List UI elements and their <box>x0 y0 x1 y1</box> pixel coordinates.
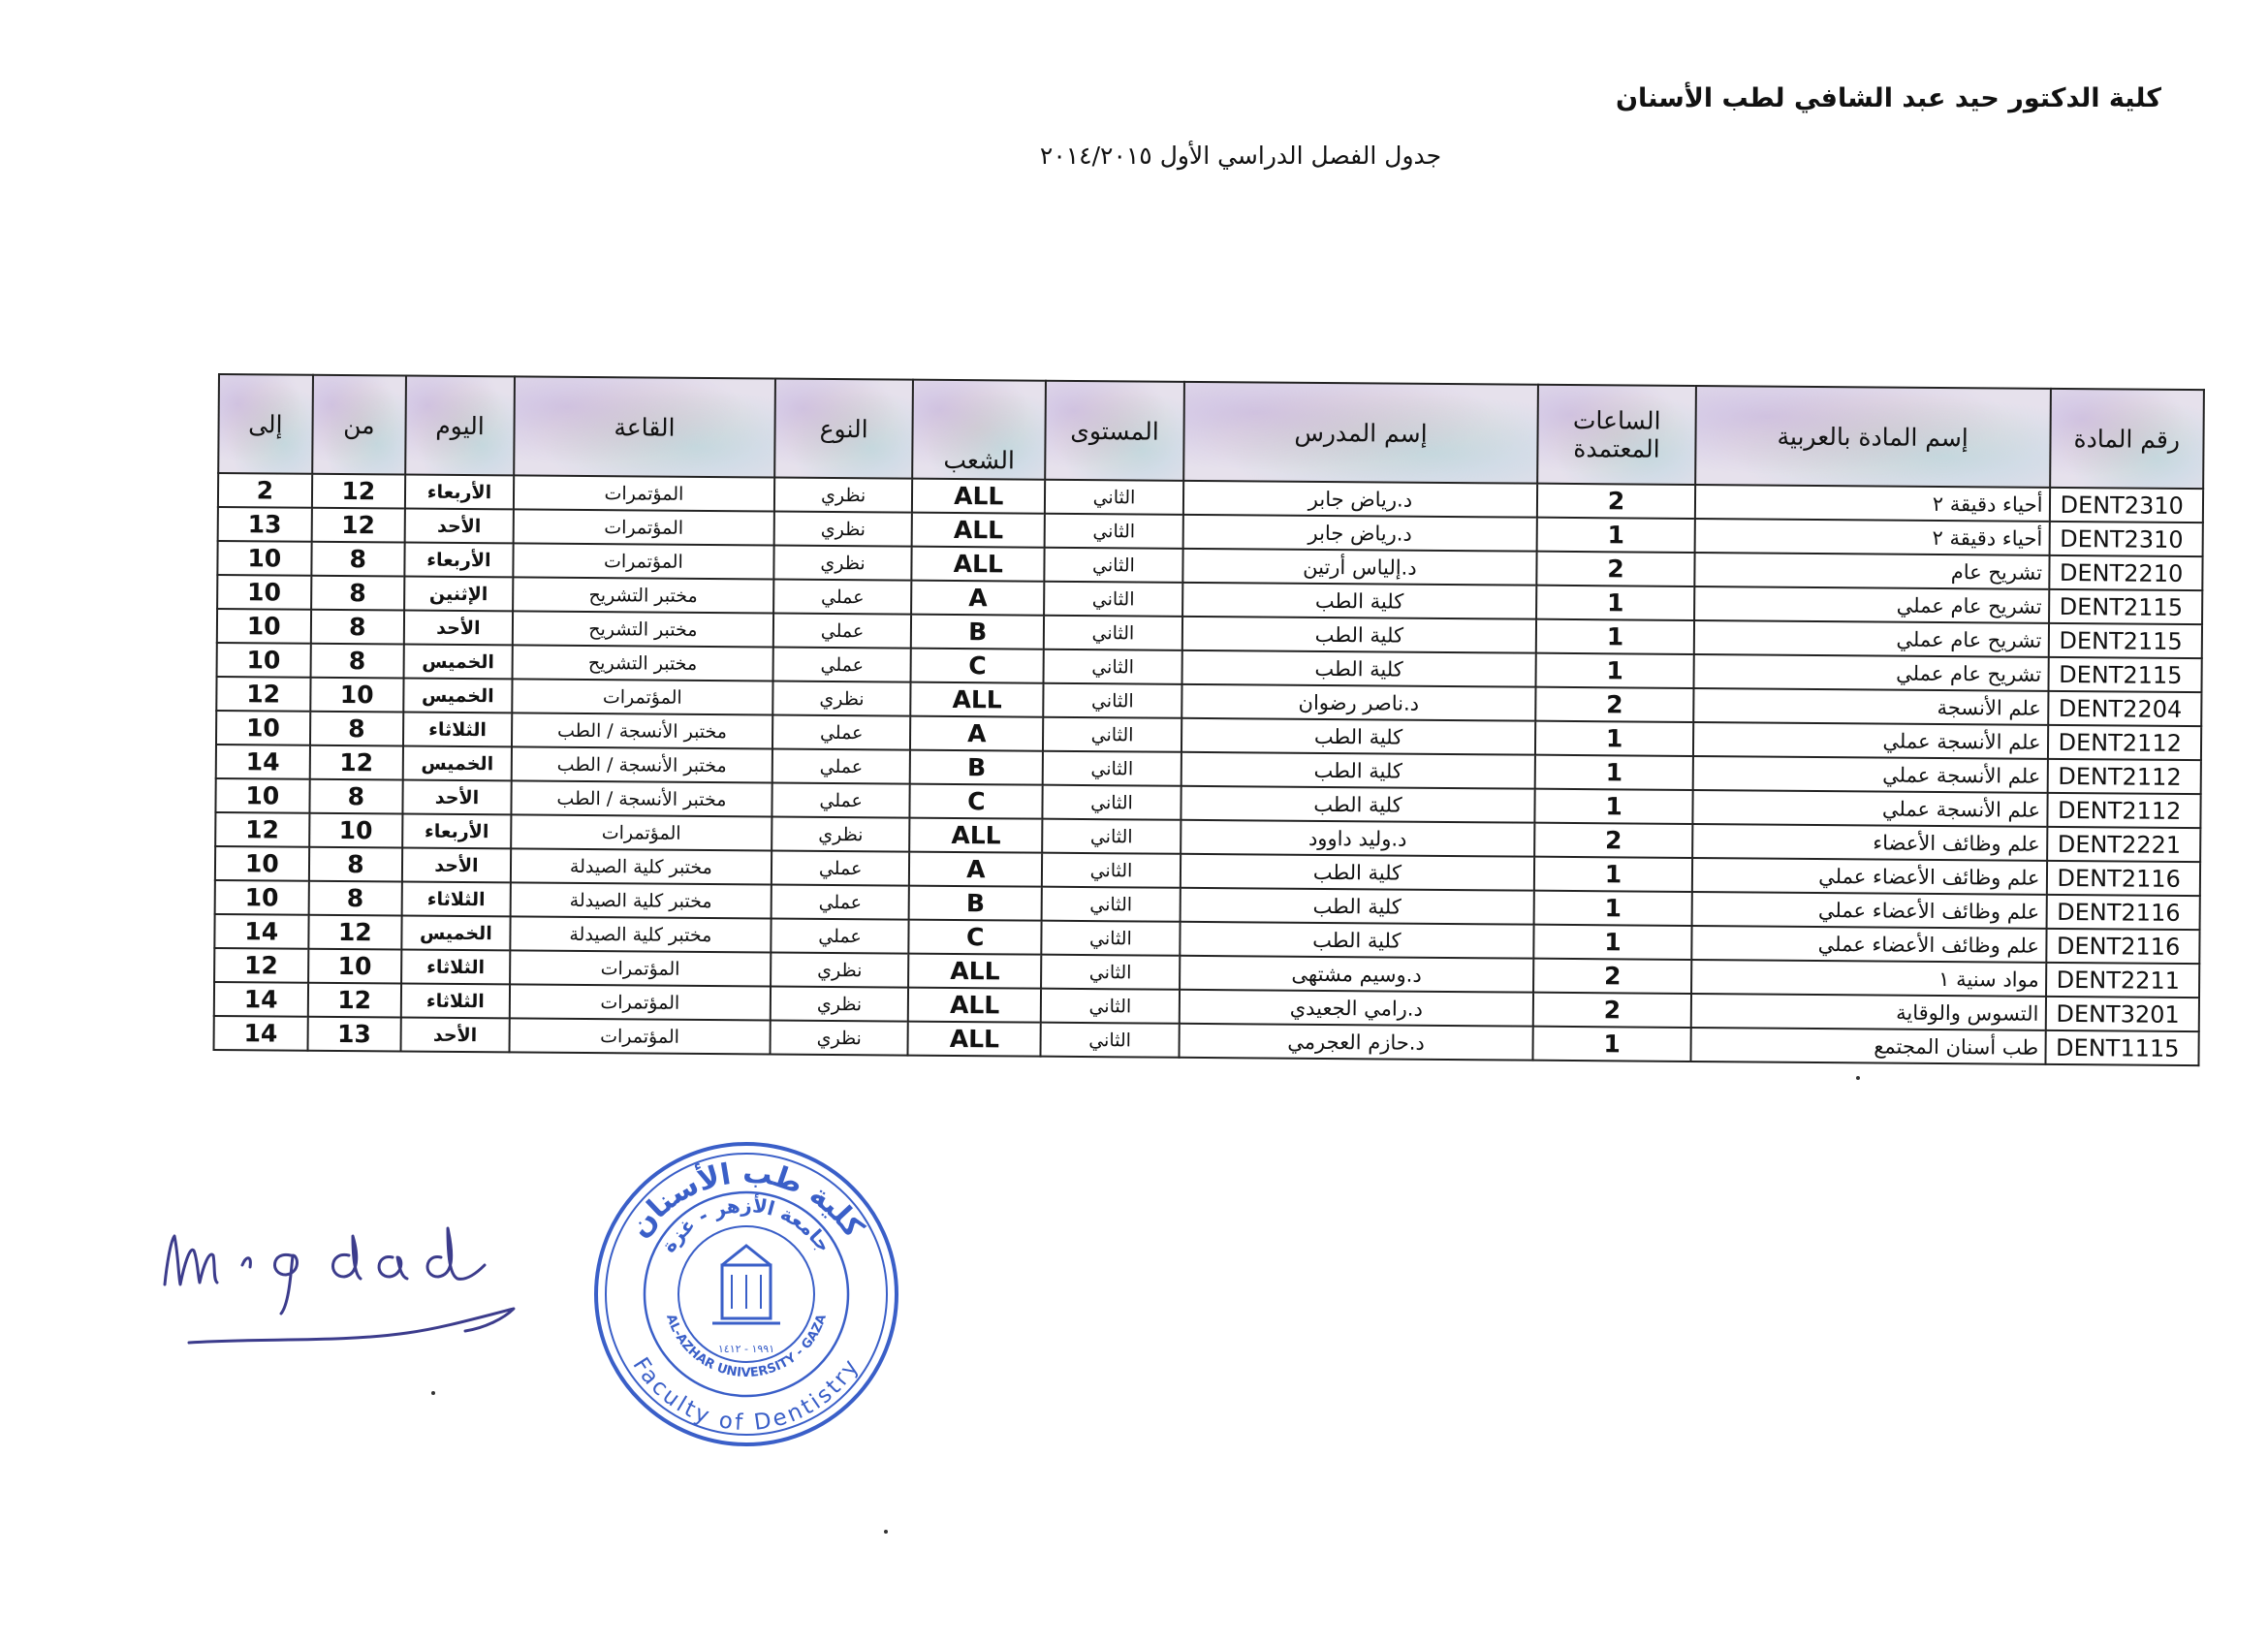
cell-section: A <box>909 852 1042 887</box>
cell-type: نظري <box>772 817 909 852</box>
cell-credit-hours: 1 <box>1536 586 1694 620</box>
header-to: إلى <box>218 374 312 474</box>
cell-course-code: DENT2204 <box>2048 691 2202 726</box>
cell-course-name: علم الأنسجة عملي <box>1692 790 2047 827</box>
cell-to: 2 <box>218 473 312 508</box>
cell-type: عملي <box>772 783 909 818</box>
cell-type: نظري <box>774 478 912 513</box>
cell-section: B <box>909 886 1042 921</box>
cell-to: 14 <box>214 914 308 949</box>
cell-type: نظري <box>773 546 911 581</box>
cell-from: 8 <box>310 610 404 645</box>
cell-type: عملي <box>772 885 909 920</box>
cell-teacher: كلية الطب <box>1181 650 1536 687</box>
cell-day: الأربعاء <box>402 814 511 849</box>
cell-course-code: DENT2112 <box>2047 793 2201 828</box>
cell-course-name: طب أسنان المجتمع <box>1690 1028 2045 1064</box>
cell-course-code: DENT2116 <box>2046 929 2200 964</box>
cell-day: الأربعاء <box>405 475 514 510</box>
cell-room: مختبر التشريح <box>513 611 773 647</box>
cell-to: 10 <box>217 643 311 678</box>
cell-day: الخميس <box>403 746 512 781</box>
signature <box>145 1197 552 1372</box>
cell-credit-hours: 1 <box>1534 925 1692 960</box>
cell-credit-hours: 1 <box>1534 857 1692 892</box>
cell-course-code: DENT2116 <box>2046 895 2200 930</box>
cell-room: مختبر كلية الصيدلة <box>511 848 772 884</box>
cell-teacher: د.رياض جابر <box>1182 515 1537 552</box>
cell-room: المؤتمرات <box>513 509 773 545</box>
cell-day: الأحد <box>402 848 511 883</box>
cell-type: عملي <box>773 580 911 615</box>
cell-from: 12 <box>311 474 405 509</box>
cell-from: 10 <box>310 678 404 713</box>
cell-type: نظري <box>771 952 908 987</box>
cell-section: ALL <box>908 954 1041 989</box>
cell-level: الثاني <box>1043 717 1181 752</box>
cell-section: C <box>910 784 1043 819</box>
svg-text:Faculty of Dentistry <box>627 1353 865 1436</box>
cell-level: الثاني <box>1041 989 1179 1024</box>
cell-room: مختبر الأنسجة / الطب <box>511 780 772 816</box>
cell-room: مختبر كلية الصيدلة <box>510 916 771 952</box>
cell-section: ALL <box>908 988 1041 1023</box>
cell-teacher: كلية الطب <box>1181 786 1535 823</box>
header-from: من <box>312 375 406 475</box>
cell-level: الثاني <box>1043 785 1181 820</box>
cell-level: الثاني <box>1043 751 1181 786</box>
cell-credit-hours: 1 <box>1535 789 1693 824</box>
stamp-arabic-top: كلية طب الأسنان <box>622 1156 870 1245</box>
cell-credit-hours: 2 <box>1537 552 1695 586</box>
cell-credit-hours: 2 <box>1533 993 1691 1028</box>
cell-teacher: كلية الطب <box>1180 922 1534 959</box>
cell-teacher: كلية الطب <box>1180 854 1534 891</box>
cell-from: 8 <box>308 847 402 882</box>
cell-credit-hours: 1 <box>1533 1027 1691 1062</box>
cell-teacher: كلية الطب <box>1182 583 1537 619</box>
cell-type: عملي <box>772 851 909 886</box>
cell-to: 10 <box>216 711 310 745</box>
cell-course-code: DENT2112 <box>2047 725 2201 760</box>
cell-room: مختبر الأنسجة / الطب <box>512 713 772 748</box>
cell-credit-hours: 2 <box>1534 823 1692 858</box>
header-teacher: إسم المدرس <box>1183 382 1538 484</box>
stamp-years: ١٩٩١ - ١٤١٢ <box>717 1343 775 1355</box>
schedule-table <box>213 373 2205 1066</box>
cell-course-name: علم الأنسجة عملي <box>1693 722 2048 759</box>
cell-course-code: DENT2115 <box>2049 589 2203 624</box>
cell-to: 12 <box>214 948 308 983</box>
cell-type: نظري <box>771 986 908 1021</box>
cell-teacher: د.رامي الجعيدي <box>1179 990 1533 1027</box>
cell-course-name: علم وظائف الأعضاء عملي <box>1691 926 2046 963</box>
header-type: النوع <box>774 379 913 479</box>
header-room: القاعة <box>514 376 775 477</box>
cell-room: مختبر التشريح <box>513 577 773 613</box>
cell-section: ALL <box>910 682 1043 717</box>
cell-level: الثاني <box>1044 582 1181 617</box>
cell-credit-hours: 1 <box>1537 518 1695 553</box>
cell-room: المؤتمرات <box>511 814 772 850</box>
cell-teacher: د.حازم العجرمي <box>1179 1024 1533 1061</box>
cell-course-code: DENT1115 <box>2045 1030 2199 1065</box>
cell-course-name: مواد سنية ١ <box>1691 960 2046 997</box>
header-sections: الشعب <box>912 380 1046 480</box>
cell-level: الثاني <box>1041 1023 1179 1058</box>
cell-credit-hours: 2 <box>1533 959 1691 994</box>
cell-level: الثاني <box>1043 819 1181 854</box>
cell-teacher: د.إلياس أرتين <box>1182 549 1537 586</box>
cell-course-name: تشريح عام عملي <box>1693 654 2048 691</box>
cell-to: 12 <box>215 812 309 847</box>
cell-type: نظري <box>774 512 912 547</box>
cell-room: المؤتمرات <box>510 984 771 1020</box>
cell-course-code: DENT2210 <box>2049 555 2203 590</box>
cell-section: C <box>909 920 1042 955</box>
cell-teacher: كلية الطب <box>1180 888 1534 925</box>
cell-room: المؤتمرات <box>514 475 774 511</box>
cell-to: 10 <box>215 880 309 915</box>
cell-day: الأربعاء <box>404 543 513 578</box>
cell-level: الثاني <box>1042 853 1180 888</box>
cell-from: 8 <box>309 779 403 814</box>
cell-to: 10 <box>217 541 311 576</box>
cell-day: الأحد <box>405 509 514 544</box>
header-course-name: إسم المادة بالعربية <box>1695 386 2050 488</box>
cell-section: ALL <box>912 547 1045 582</box>
cell-course-name: تشريح عام عملي <box>1694 620 2049 657</box>
cell-room: المؤتمرات <box>512 679 772 714</box>
cell-teacher: د.ناصر رضوان <box>1181 684 1536 721</box>
cell-course-name: علم وظائف الأعضاء عملي <box>1691 892 2046 929</box>
cell-course-code: DENT2112 <box>2047 759 2201 794</box>
cell-course-name: علم الأنسجة عملي <box>1692 756 2047 793</box>
cell-from: 13 <box>307 1017 401 1052</box>
cell-level: الثاني <box>1044 616 1181 650</box>
cell-day: الثلاثاء <box>402 882 511 917</box>
schedule-table-wrap <box>213 373 2205 1062</box>
cell-course-code: DENT2116 <box>2046 861 2200 896</box>
stamp-english-outer: Faculty of Dentistry <box>627 1352 866 1437</box>
header-level: المستوى <box>1046 381 1184 481</box>
cell-course-code: DENT2115 <box>2048 623 2202 658</box>
cell-type: عملي <box>771 918 908 953</box>
cell-day: الثلاثاء <box>401 950 510 985</box>
cell-room: المؤتمرات <box>509 1018 770 1054</box>
cell-teacher: كلية الطب <box>1181 752 1535 789</box>
cell-from: 10 <box>308 949 402 984</box>
cell-teacher: كلية الطب <box>1181 718 1536 755</box>
cell-from: 8 <box>311 576 405 611</box>
cell-type: عملي <box>772 715 910 750</box>
cell-teacher: د.رياض جابر <box>1182 481 1537 518</box>
cell-to: 12 <box>216 677 310 712</box>
cell-level: الثاني <box>1044 650 1181 684</box>
cell-course-code: DENT2221 <box>2047 827 2201 862</box>
cell-type: عملي <box>773 648 911 682</box>
stamp-arabic-inner: جامعة الأزهر - غزة <box>656 1192 836 1257</box>
cell-to: 10 <box>215 846 309 881</box>
cell-day: الخميس <box>403 679 512 713</box>
cell-course-code: DENT2115 <box>2048 657 2202 692</box>
cell-section: ALL <box>912 513 1045 548</box>
cell-from: 10 <box>309 813 403 848</box>
cell-section: ALL <box>912 479 1045 514</box>
cell-section: B <box>910 750 1043 785</box>
cell-from: 8 <box>310 644 404 679</box>
cell-level: الثاني <box>1042 887 1180 922</box>
scan-speck <box>884 1530 888 1534</box>
cell-course-name: علم الأنسجة <box>1693 688 2048 725</box>
stamp-english-inner: AL-AZHAR UNIVERSITY - GAZA <box>663 1312 830 1381</box>
cell-level: الثاني <box>1044 683 1181 718</box>
header-credit-hours: الساعات المعتمدة <box>1537 385 1695 485</box>
cell-section: B <box>911 615 1044 650</box>
cell-from: 8 <box>310 712 404 746</box>
cell-section: A <box>911 581 1044 616</box>
cell-day: الثلاثاء <box>403 713 512 747</box>
cell-credit-hours: 1 <box>1536 619 1694 654</box>
header-day: اليوم <box>405 376 515 476</box>
cell-course-code: DENT2310 <box>2049 522 2203 556</box>
cell-day: الإثنين <box>404 577 513 612</box>
cell-day: الخميس <box>404 645 513 680</box>
cell-from: 8 <box>308 881 402 916</box>
cell-type: عملي <box>773 614 911 649</box>
cell-to: 14 <box>214 1016 308 1051</box>
cell-to: 10 <box>217 609 311 644</box>
cell-from: 8 <box>311 542 405 577</box>
table-header-row <box>218 374 2204 489</box>
cell-day: الأحد <box>404 611 513 646</box>
cell-type: نظري <box>771 1020 908 1055</box>
cell-to: 13 <box>218 507 312 542</box>
cell-level: الثاني <box>1041 955 1179 990</box>
cell-course-code: DENT3201 <box>2045 997 2199 1031</box>
cell-credit-hours: 1 <box>1534 891 1692 926</box>
term-title: جدول الفصل الدراسي الأول ٢٠١٤/٢٠١٥ <box>1039 142 1442 170</box>
cell-day: الثلاثاء <box>401 984 510 1019</box>
cell-course-name: تشريح عام عملي <box>1694 586 2049 623</box>
cell-credit-hours: 1 <box>1535 721 1693 756</box>
cell-course-name: أحياء دقيقة ٢ <box>1694 519 2049 555</box>
cell-from: 12 <box>309 745 403 780</box>
cell-credit-hours: 1 <box>1536 653 1694 688</box>
cell-to: 10 <box>217 575 311 610</box>
cell-level: الثاني <box>1042 921 1180 956</box>
cell-section: C <box>911 649 1044 683</box>
cell-section: ALL <box>908 1022 1041 1057</box>
cell-course-name: التسوس والوقاية <box>1691 994 2046 1030</box>
cell-type: نظري <box>772 681 910 716</box>
cell-section: ALL <box>909 818 1042 853</box>
cell-credit-hours: 2 <box>1536 687 1694 722</box>
cell-from: 12 <box>311 508 405 543</box>
cell-room: المؤتمرات <box>513 543 773 579</box>
cell-to: 14 <box>216 745 310 779</box>
cell-course-name: علم وظائف الأعضاء <box>1692 824 2047 861</box>
cell-from: 12 <box>307 983 401 1018</box>
cell-to: 10 <box>215 778 309 813</box>
cell-section: A <box>910 716 1043 751</box>
cell-level: الثاني <box>1045 548 1182 583</box>
scan-speck <box>1856 1076 1860 1080</box>
cell-day: الأحد <box>403 780 512 815</box>
header-course-code: رقم المادة <box>2050 389 2204 489</box>
cell-room: المؤتمرات <box>510 950 771 986</box>
faculty-stamp <box>586 1134 906 1454</box>
cell-course-name: تشريح عام <box>1694 553 2049 589</box>
cell-room: مختبر الأنسجة / الطب <box>512 746 772 782</box>
cell-teacher: د.وليد داوود <box>1181 820 1535 857</box>
cell-from: 12 <box>308 915 402 950</box>
cell-day: الأحد <box>401 1018 510 1053</box>
cell-teacher: كلية الطب <box>1181 617 1536 653</box>
cell-to: 14 <box>214 982 308 1017</box>
scan-speck <box>431 1391 435 1395</box>
cell-room: مختبر التشريح <box>512 645 772 681</box>
cell-course-code: DENT2310 <box>2049 488 2203 523</box>
cell-day: الخميس <box>401 916 510 951</box>
cell-room: مختبر كلية الصيدلة <box>510 882 771 918</box>
college-title: كلية الدكتور حيد عبد الشافي لطب الأسنان <box>1616 83 2161 113</box>
cell-course-code: DENT2211 <box>2046 963 2200 998</box>
cell-course-name: أحياء دقيقة ٢ <box>1695 485 2050 522</box>
cell-level: الثاني <box>1045 480 1182 515</box>
cell-level: الثاني <box>1045 514 1182 549</box>
cell-credit-hours: 2 <box>1537 484 1695 519</box>
cell-course-name: علم وظائف الأعضاء عملي <box>1692 858 2047 895</box>
cell-credit-hours: 1 <box>1535 755 1693 790</box>
cell-type: عملي <box>772 749 910 784</box>
cell-teacher: د.وسيم مشتهى <box>1180 956 1534 993</box>
